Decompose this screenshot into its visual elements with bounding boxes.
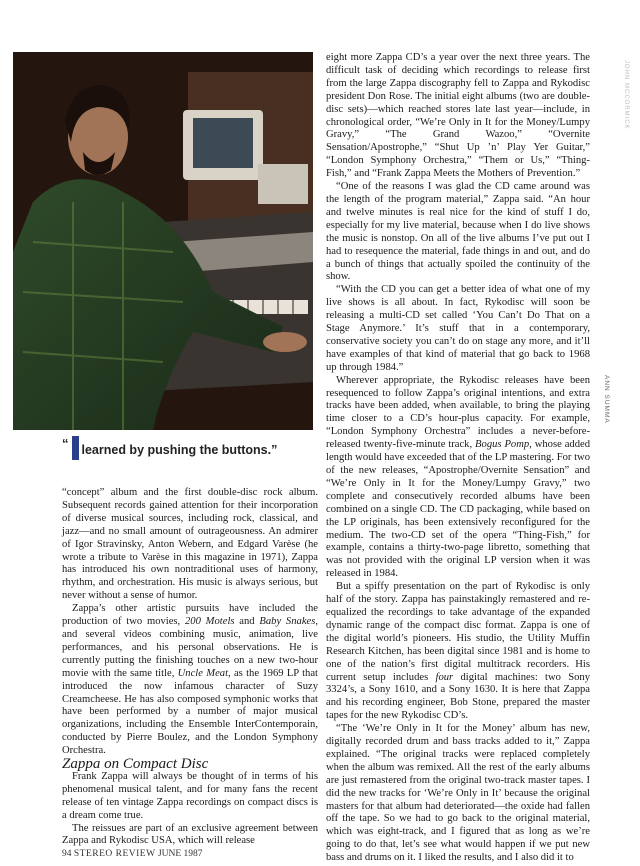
text-run: “concept” album and the first double-disc rock album. Subsequent records gained attention for their incorporation of diverse musical sources, including rock, classical, and jazz—and no small amount of outrageousness. An admirer of Igor Stravinsky, Anton Webern, and Edgard Varèse (he wrote a tribute to Varèse in this magazine in 1971), Zappa has introduced his own nontraditional uses of harmony, rhythm, and orchestration. His music is always serious, but never without a sense of humor. — [62, 487, 318, 602]
italic-title: four — [435, 671, 454, 683]
text-run: Wherever appropriate, the Rykodisc releases have been resequenced to follow Zappa’s original intentions, and extra tracks have been added, when available, to bring the playing time closer to a CD’s hour-plus capacity. For example, “London Symphony Orchestra” includes a never-before-released twenty-five-minute track, — [326, 374, 590, 451]
text-run: Zappa’s other artistic pursuits have included the production of two movies, — [62, 603, 318, 628]
pull-quote — [62, 436, 322, 457]
right-paragraph — [326, 52, 590, 181]
article-column-left — [62, 487, 318, 848]
open-quote: “ — [62, 436, 69, 451]
text-run: and — [234, 616, 260, 628]
left-paragraph — [62, 771, 318, 823]
right-paragraph — [326, 284, 590, 374]
left-paragraph — [62, 487, 318, 603]
big-initial-i — [72, 436, 79, 460]
text-run: , as the 1969 LP that introduced the now infamous character of Suzy Creamcheese. He has also composed symphonic works that have been performed by a number of major musical organizations, including the Ensemble InterContemporain, conducted by Pierre Boulez, and the London Symphony Orchestra. — [62, 667, 318, 757]
section-subhead: Zappa on Compact Disc — [62, 756, 209, 773]
left-paragraph — [62, 603, 318, 758]
page-number: 94 — [62, 849, 72, 859]
text-run: Frank Zappa will always be thought of in terms of his phenomenal musical talent, and for many fans the recent release of ten vintage Zappa recordings on compact discs is a dream come true. — [62, 770, 318, 821]
text-run: “The ‘We’re Only in It for the Money’ album has new, digitally recorded drum and bass tracks added to it,” Zappa explained. “The original tracks were replaced completely when the album was remixed. All the rest of the early albums are just remastered from the original two-track master tapes. I did the new tracks for ‘We’re Only in It’ because the original masters for that album had deteriorated—the oxide had fallen off the tape. So we had to go back to the original material, which was eight-track, and I figured that as long as we’re going to do that, let’s see what would happen if we put new bass and drums on it. I liked the results, and I also did it to — [326, 723, 590, 864]
left-paragraphs — [62, 487, 318, 758]
right-paragraph — [326, 723, 590, 865]
right-paragraph — [326, 581, 590, 723]
page-footer — [62, 849, 203, 859]
text-run: “With the CD you can get a better idea of what one of my live shows is all about. In fact, Rykodisc will soon be releasing a multi-CD set called ‘You Can’t Do That on a Stage Anymore.’ It’s stuff that in a contemporary, conservative society you can’t do on stage any more, and it’ll have examples of that kind of material that go back to 1968 up through 1984.” — [326, 284, 590, 373]
text-run: eight more Zappa CD’s a year over the next three years. The difficult task of deciding which recordings to release first from the large Zappa discography fell to Zappa and Rykodisc president Don Rose. The initial eight albums (two are double-disc sets)—which reached stores late last year—include, in chronological order, “We’re Only in It for the Money/Lumpy Gravy,” “The Grand Wazoo,” “Overnite Sensation/Apostrophe,” “Shut Up ’n’ Play Yer Guitar,” “London Symphony Orchestra,” “Them or Us,” “Thing-Fish,” and “Frank Zappa Meets the Mothers of Prevention.” — [326, 52, 590, 180]
italic-title: Baby Snakes — [259, 616, 316, 628]
text-run: The reissues are part of an exclusive agreement between Zappa and Rykodisc USA, which will release — [62, 822, 318, 847]
photo-frank-zappa-at-keyboard — [13, 52, 313, 430]
text-run: , and several videos combining music, animation, live performances, and his personal observations. He is currently putting the finishing touches on a new two-hour movie with the same title, — [62, 616, 318, 679]
italic-title: 200 Motels — [185, 616, 235, 628]
pull-quote-text: learned by pushing the buttons. — [81, 443, 272, 457]
italic-title: Bogus Pomp — [475, 439, 530, 451]
article-column-right — [326, 52, 590, 865]
left-paragraph — [62, 823, 318, 849]
magazine-name: STEREO REVIEW — [73, 849, 156, 859]
italic-title: Uncle Meat — [177, 667, 229, 679]
photo-side-credit: JOHN MCCORMICK — [623, 60, 629, 130]
text-run: “One of the reasons I was glad the CD came around was the length of the program material,” Zappa said. “An hour and twelve minutes is real nice for the kind of stuff I do, especially for my live material, because when I do live shows the music is nonstop. On all of the live albums I’ve put out I had to resequence the material, fade things in and out, and do a bunch of things that actually spoiled the continuity of the show. — [326, 181, 590, 283]
issue-date: JUNE 1987 — [157, 849, 203, 859]
text-run: digital machines: two Sony 3324’s, a Sony 1610, and a Sony 1630. It is here that Zappa and his recording engineer, Bob Stone, prepared the master tapes for the new Rykodisc CD’s. — [326, 671, 590, 722]
text-run: , whose added length would have exceeded that of the LP mastering. For two of the new releases, “Apostrophe/Overnite Sensation” and “We’re Only in It for the Money/Lumpy Gravy,” two complete and consecutively recorded albums have been combined on a single CD. The CD packaging, while based on the LP originals, has been extensively reconfigured for the medium. The two-CD set of the opera “Thing-Fish,” for example, contains a thirty-two-page libretto, something that was not provided with the original LP version when it was released in 1984. — [326, 439, 591, 580]
right-paragraph — [326, 375, 590, 582]
right-paragraphs — [326, 52, 590, 865]
close-quote: ” — [271, 443, 278, 457]
text-run: But a spiffy presentation on the part of Rykodisc is only half of the story. Zappa has painstakingly remastered and re-equalized the recordings to take advantage of the expanded dynamic range of the compact disc format. Zappa is one of the digital world’s pioneers. His studio, the Utility Muffin Research Kitchen, has been digital since 1981 and is home to one of the nation’s first digital multitrack recorders. His current setup includes — [326, 581, 590, 683]
left-paragraphs-2 — [62, 771, 318, 848]
photo-credit: ANN SUMMA — [603, 375, 610, 424]
right-paragraph — [326, 181, 590, 284]
photo-illustration — [13, 52, 313, 430]
